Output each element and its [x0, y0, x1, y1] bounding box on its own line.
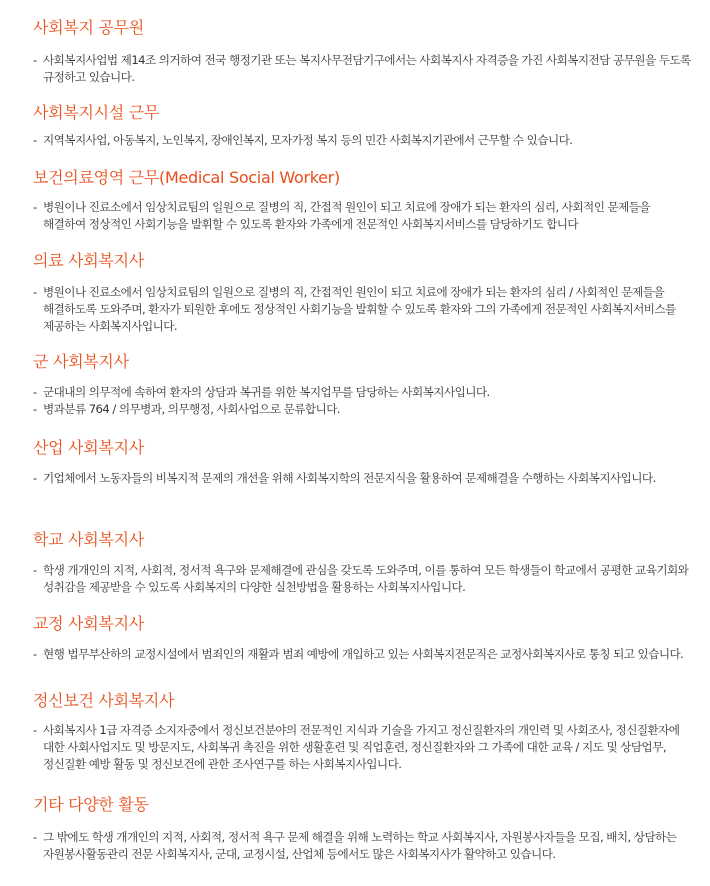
section-item: - 현행 법무부산하의 교정시설에서 범죄인의 재활과 범죄 예방에 개입하고 있는 사회복지전문직은 교정사회복지사로 통칭 되고 있습니다.: [33, 646, 693, 663]
section-item: - 기업체에서 노동자들의 비복지적 문제의 개선을 위해 사회복지학의 전문지식을 활용하여 문제해결을 수행하는 사회복지사입니다.: [33, 470, 693, 487]
section-title: 기타 다양한 활동: [33, 795, 149, 814]
section-title: 군 사회복지사: [33, 352, 129, 371]
section-item: - 병원이나 진료소에서 임상치료팀의 일원으로 질병의 직, 간접적인 원인이 되고 치료에 장애가 되는 환자의 심리 / 사회적인 문제들을 해결하도록 도와주며, 환자가 퇴원한 후에도 정상적인 사회기능을 발휘할 수 있도록 환자와 그의 가족에게 전문적인 사회복지서비스를 제공하는 사회복지사입니다.: [33, 284, 693, 335]
section-title: 보건의료영역 근무(Medical Social Worker): [33, 168, 340, 187]
section-item: - 학생 개개인의 지적, 사회적, 정서적 욕구와 문제해결에 관심을 갖도록 도와주며, 이를 통하여 모든 학생들이 학교에서 공평한 교육기회와 성취감을 제공받을 수 있도록 사회복지의 다양한 실천방법을 활용하는 사회복지사입니다.: [33, 562, 693, 596]
section-mental-health-welfare: [33, 691, 693, 773]
section-welfare-facility: [33, 103, 693, 149]
section-title: 의료 사회복지사: [33, 251, 144, 270]
section-title: 정신보건 사회복지사: [33, 691, 175, 710]
section-item: - 지역복지사업, 아동복지, 노인복지, 장애인복지, 모자가정 복지 등의 민간 사회복지기관에서 근무할 수 있습니다.: [33, 132, 693, 149]
section-title: 교정 사회복지사: [33, 614, 144, 633]
section-correctional-welfare: [33, 614, 693, 663]
section-item: - 사회복지사업법 제14조 의거하여 전국 행정기관 또는 복지사무전담기구에서는 사회복지사 자격증을 가진 사회복지전담 공무원을 두도록 규정하고 있습니다.: [33, 52, 693, 86]
section-title: 사회복지 공무원: [33, 18, 144, 37]
section-title: 사회복지시설 근무: [33, 103, 160, 122]
section-item: - 그 밖에도 학생 개개인의 지적, 사회적, 정서적 욕구 문제 해결을 위해 노력하는 학교 사회복지사, 자원봉사자들을 모집, 배치, 상담하는 자원봉사활동관리 전문 사회복지사, 군대, 교정시설, 산업체 등에서도 많은 사회복지사가 활약하고 있습니다.: [33, 829, 693, 863]
section-item: - 사회복지사 1급 자격증 소지자중에서 정신보건분야의 전문적인 지식과 기술을 가지고 정신질환자의 개인력 및 사회조사, 정신질환자에 대한 사회사업지도 및 방문지도, 사회복귀 촉진을 위한 생활훈련 및 직업훈련, 정신질환자와 그 가족에 대한 교육 / 지도 및 상담업무, 정신질환 예방 활동 및 정신보건에 관한 조사연구를 하는 사회복지사입니다.: [33, 722, 693, 773]
section-military-welfare: [33, 352, 693, 418]
section-school-welfare: [33, 530, 693, 596]
section-industrial-welfare: [33, 438, 693, 487]
section-other-activities: [33, 795, 693, 863]
section-medical-welfare: [33, 251, 693, 335]
section-public-official: [33, 18, 693, 86]
section-item: - 군대내의 의무적에 속하여 환자의 상담과 복귀를 위한 복지업무를 담당하는 사회복지사입니다.: [33, 384, 693, 401]
section-title: 산업 사회복지사: [33, 438, 144, 457]
section-item: - 병원이나 진료소에서 임상치료팀의 일원으로 질병의 직, 간접적 원인이 되고 치료에 장애가 되는 환자의 심리, 사회적인 문제들을 해결하여 정상적인 사회기능을 발휘할 수 있도록 환자와 가족에게 전문적인 사회복지서비스를 담당하기도 합니다: [33, 199, 693, 233]
section-title: 학교 사회복지사: [33, 530, 144, 549]
section-medical-social-worker: [33, 168, 693, 233]
section-item: - 병과분류 764 / 의무병과, 의무행정, 사회사업으로 문류합니다.: [33, 401, 693, 418]
